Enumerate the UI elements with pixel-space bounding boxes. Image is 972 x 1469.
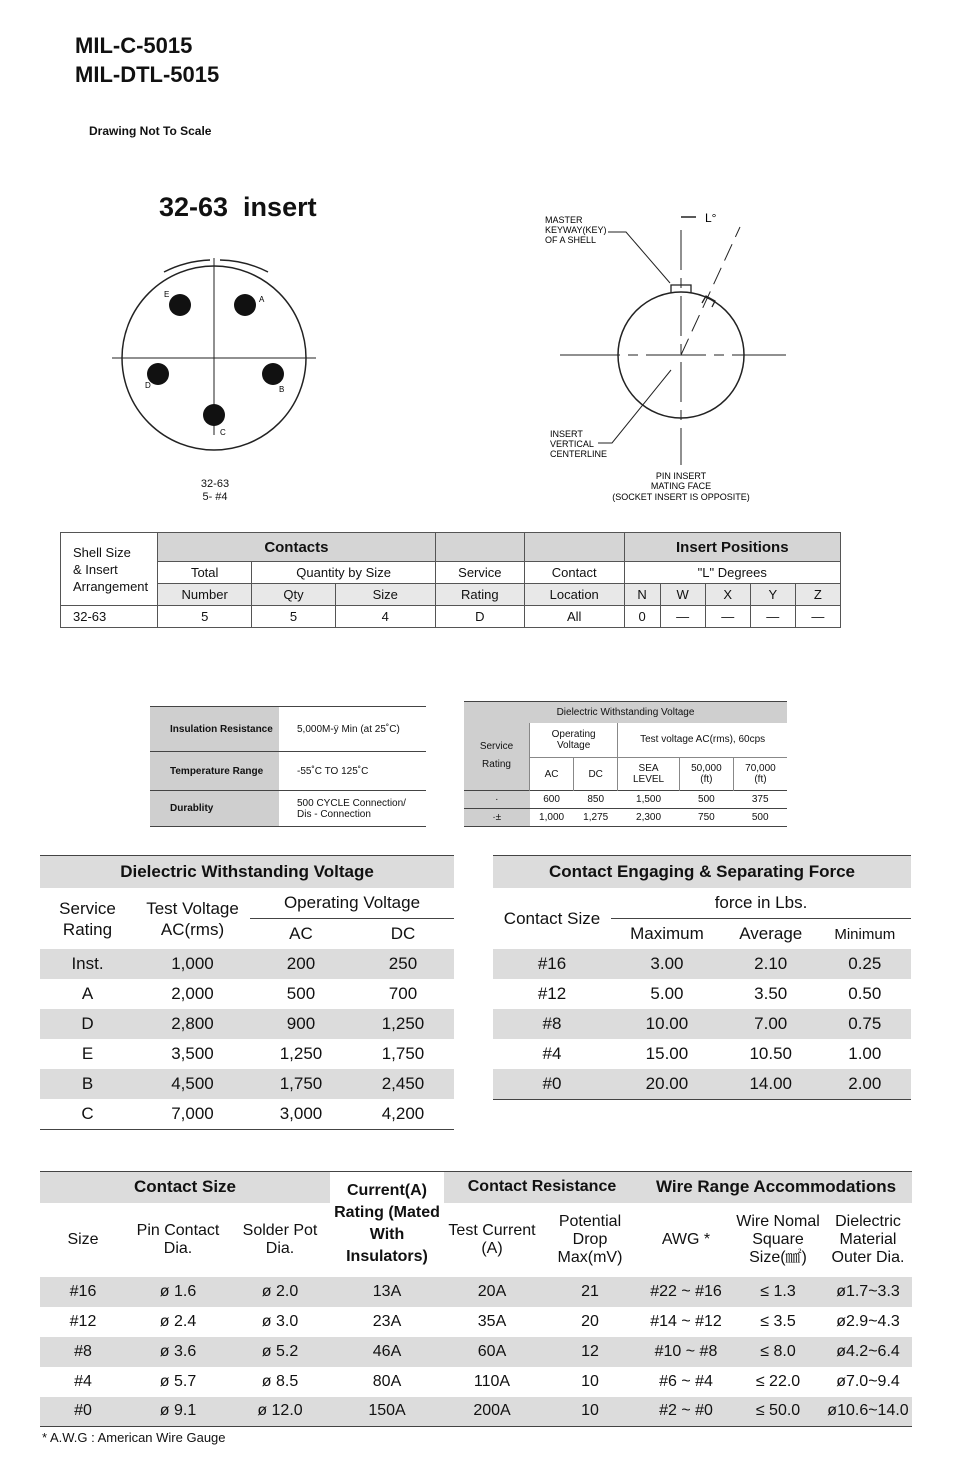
table-cell: 2,800 xyxy=(171,1014,214,1033)
table-cell: 1,250 xyxy=(279,1044,323,1063)
table-cell: 250 xyxy=(388,954,418,973)
table-cell: 500 xyxy=(286,984,316,1003)
table-row xyxy=(40,1307,912,1337)
table-cell: #4 xyxy=(74,1372,92,1390)
pin-c xyxy=(203,404,225,426)
spec-line-2: MIL-DTL-5015 xyxy=(75,62,220,87)
svg-text:B: B xyxy=(279,385,285,394)
table-cell: 5.00 xyxy=(650,984,684,1003)
table-cell: 0.50 xyxy=(848,984,882,1003)
table-cell: #22 ~ #16 xyxy=(650,1282,722,1300)
table-cell: ø 12.0 xyxy=(257,1402,303,1420)
table-cell: ø2.9~4.3 xyxy=(836,1312,900,1330)
table-cell: ≤ 8.0 xyxy=(760,1342,796,1360)
table-cell: 3,500 xyxy=(171,1044,214,1063)
table-cell: 150A xyxy=(368,1402,406,1420)
svg-text:C: C xyxy=(220,428,226,437)
table-cell: 200A xyxy=(473,1402,511,1420)
table-cell: 23A xyxy=(372,1312,402,1330)
table-cell: #8 xyxy=(74,1342,92,1360)
table-cell: 1,750 xyxy=(381,1044,425,1063)
table-cell: #0 xyxy=(542,1074,562,1093)
svg-text:INSERTVERTICALCENTERLINE: INSERT VERTICAL CENTERLINE xyxy=(550,429,608,459)
table-row xyxy=(40,979,454,1009)
table-cell: ≤ 50.0 xyxy=(755,1402,801,1420)
table-cell: ø 5.7 xyxy=(159,1372,197,1390)
pin-e xyxy=(169,294,191,316)
table-cell: 20A xyxy=(477,1282,507,1300)
table-cell: #8 xyxy=(542,1014,562,1033)
scale-note: Drawing Not To Scale xyxy=(89,124,212,138)
table-cell: #10 ~ #8 xyxy=(654,1342,718,1360)
table-row xyxy=(493,1009,911,1039)
table-cell: 80A xyxy=(372,1372,402,1390)
table-row xyxy=(40,1069,454,1099)
table-row xyxy=(40,1397,912,1427)
table-cell: Inst. xyxy=(71,954,104,973)
table-row: 32-63 5 5 4 D All 0 — — — — xyxy=(61,606,841,628)
table-cell: ø 3.0 xyxy=(261,1312,299,1330)
table-cell: 1,750 xyxy=(279,1074,323,1093)
table-cell: 35A xyxy=(477,1312,507,1330)
table-row xyxy=(493,979,911,1009)
table-cell: #4 xyxy=(542,1044,562,1063)
table-cell: 700 xyxy=(388,984,418,1003)
table-cell: #0 xyxy=(74,1402,92,1420)
table-cell: ø7.0~9.4 xyxy=(836,1372,900,1390)
table-cell: 10 xyxy=(581,1402,599,1420)
table-cell: 4,500 xyxy=(171,1074,214,1093)
table-cell: 20.00 xyxy=(645,1074,689,1093)
table-cell: ø 1.6 xyxy=(159,1282,197,1300)
footnote: * A.W.G : American Wire Gauge xyxy=(42,1430,226,1445)
table-row xyxy=(493,1039,911,1069)
table-cell: 12 xyxy=(581,1342,599,1360)
table-row xyxy=(40,1277,912,1307)
shell-diagram xyxy=(540,205,800,505)
table-row xyxy=(493,949,911,979)
table-cell: 3.50 xyxy=(754,984,788,1003)
svg-text:MASTERKEYWAY(KEY)OF A SHELL: MASTER KEYWAY(KEY) OF A SHELL xyxy=(545,215,607,245)
table-cell: 2,000 xyxy=(171,984,214,1003)
insert-caption: 32-63 5- #4 xyxy=(200,478,230,503)
table-cell: ø10.6~14.0 xyxy=(827,1402,909,1420)
table-cell: 2,450 xyxy=(381,1074,425,1093)
table-cell: #14 ~ #12 xyxy=(650,1312,722,1330)
table-cell: C xyxy=(81,1104,94,1123)
svg-text:A: A xyxy=(259,295,265,304)
pin-b xyxy=(262,363,284,385)
table-cell: 1,000 xyxy=(171,954,214,973)
table-cell: D xyxy=(81,1014,94,1033)
table-cell: ø 8.5 xyxy=(261,1372,299,1390)
table-row xyxy=(40,1039,454,1069)
table-cell: 7.00 xyxy=(754,1014,788,1033)
table-cell: 60A xyxy=(477,1342,507,1360)
dwv-table: Dielectric Withstanding Voltage Service Rating Test Voltage AC(rms) Operating Voltage AC DC Inst. 1,000 200 250 A 2,000 500 700 D 2,800 900 1,250 E 3,500 1,250 1,750 B 4,500 1,750 2,450 C 7,000 3,000 4,200 xyxy=(40,855,454,1130)
table-cell: #2 ~ #0 xyxy=(659,1402,713,1420)
table-row xyxy=(493,1069,911,1100)
table-cell: 21 xyxy=(581,1282,599,1300)
wire-table: Contact Size Current(A) Rating (Mated With Insulators) Contact Resistance Wire Range Accommodations Size Pin Contact Dia. Solder Pot Dia. Test Current (A) Potential Drop Max(mV) AWG * Wire Nomal Square Size(㎟) Dielectric Material Outer Dia. #16 ø 1.6 ø 2.0 13A 20A 21 #22 ~ #16 ≤ 1.3 ø1.7~3.3 #12 ø 2.4 ø 3.0 23A 35A 20 #14 ~ #12 ≤ 3.5 ø2.9~4.3 #8 ø 3.6 ø 5.2 46A 60A 12 #10 ~ #8 ≤ 8.0 ø4.2~6.4 #4 ø 5.7 ø 8.5 80A 110A 10 #6 ~ #4 ≤ 22.0 ø7.0~9.4 #0 ø 9.1 ø 12.0 150A 200A 10 #2 ~ #0 ≤ 50.0 ø10.6~14.0 xyxy=(40,1171,912,1427)
table-cell: 2.00 xyxy=(848,1074,882,1093)
table-cell: 13A xyxy=(372,1282,402,1300)
table-cell: ø 2.4 xyxy=(159,1312,197,1330)
insert-title: 32-63 insert xyxy=(159,192,317,222)
table-cell: ø1.7~3.3 xyxy=(836,1282,900,1300)
table-cell: ø 2.0 xyxy=(261,1282,299,1300)
table-row xyxy=(40,1099,454,1130)
table-cell: 10 xyxy=(581,1372,599,1390)
table-cell: 2.10 xyxy=(754,954,788,973)
table-cell: #16 xyxy=(537,954,567,973)
table-row xyxy=(40,1009,454,1039)
insert-drawing xyxy=(100,250,330,510)
svg-text:L°: L° xyxy=(705,211,717,225)
table-cell: ø 9.1 xyxy=(159,1402,197,1420)
table-cell: 110A xyxy=(473,1372,511,1390)
table-row xyxy=(40,1337,912,1367)
table-cell: 900 xyxy=(286,1014,316,1033)
properties-table: Insulation Resistance 5,000M-ÿ Min (at 25˚C) Temperature Range -55˚C TO 125˚C Durablity 500 CYCLE Connection/ Dis - Connection xyxy=(150,706,426,827)
contacts-header: Contacts xyxy=(158,533,436,562)
pin-a xyxy=(234,294,256,316)
table-cell: 20 xyxy=(581,1312,599,1330)
table-cell: #12 xyxy=(69,1312,97,1330)
svg-text:PIN INSERTMATING FACE(SOCKET I: PIN INSERT MATING FACE (SOCKET INSERT IS OPPOSITE) xyxy=(612,471,750,502)
svg-text:E: E xyxy=(164,290,170,299)
table-cell: 46A xyxy=(372,1342,402,1360)
shell-size-header: Shell Size & Insert Arrangement xyxy=(61,533,158,606)
dwv-small-table: Dielectric Withstanding Voltage Service Rating Operating Voltage Test voltage AC(rms), 60cps AC DC SEA LEVEL 50,000 (ft) 70,000 (ft) · 600 850 1,500 500 375 ·± 1,000 1,275 2,300 750 500 xyxy=(464,701,787,827)
table-cell: 4,200 xyxy=(381,1104,425,1123)
table-cell: 1,250 xyxy=(381,1014,425,1033)
table-cell: 10.50 xyxy=(749,1044,792,1063)
table-cell: A xyxy=(81,984,94,1003)
table-cell: 3.00 xyxy=(650,954,684,973)
table-cell: ≤ 1.3 xyxy=(760,1282,796,1300)
table-cell: #16 xyxy=(69,1282,97,1300)
table-cell: 0.75 xyxy=(848,1014,882,1033)
table-row xyxy=(40,1367,912,1397)
table-cell: 7,000 xyxy=(171,1104,214,1123)
arrangement-table: Shell Size & Insert Arrangement Contacts Insert Positions Total Quantity by Size Service Contact "L" Degrees Number Qty Size Rating Location N W X Y Z 32-63 5 5 4 D All 0 — — — — xyxy=(60,532,841,628)
table-cell: ≤ 3.5 xyxy=(760,1312,796,1330)
table-cell: E xyxy=(81,1044,94,1063)
table-cell: ≤ 22.0 xyxy=(755,1372,801,1390)
table-cell: 200 xyxy=(286,954,316,973)
table-cell: #12 xyxy=(537,984,567,1003)
table-cell: ø 3.6 xyxy=(159,1342,197,1360)
insert-positions-header: Insert Positions xyxy=(624,533,840,562)
force-table: Contact Engaging & Separating Force Contact Size force in Lbs. Maximum Average Minimum #16 3.00 2.10 0.25 #12 5.00 3.50 0.50 #8 10.00 7.00 0.75 #4 15.00 10.50 1.00 #0 20.00 14.00 2.00 xyxy=(493,855,911,1100)
svg-text:D: D xyxy=(145,381,151,390)
table-cell: B xyxy=(81,1074,94,1093)
table-cell: ø 5.2 xyxy=(261,1342,299,1360)
table-row xyxy=(40,949,454,979)
table-cell: #6 ~ #4 xyxy=(659,1372,713,1390)
table-cell: 3,000 xyxy=(279,1104,323,1123)
spec-line-1: MIL-C-5015 xyxy=(75,33,193,58)
table-cell: 1.00 xyxy=(848,1044,882,1063)
spec-title xyxy=(75,31,219,89)
table-cell: 15.00 xyxy=(645,1044,689,1063)
table-cell: 0.25 xyxy=(848,954,882,973)
table-cell: ø4.2~6.4 xyxy=(836,1342,900,1360)
table-cell: 10.00 xyxy=(645,1014,689,1033)
table-cell: 14.00 xyxy=(749,1074,792,1093)
